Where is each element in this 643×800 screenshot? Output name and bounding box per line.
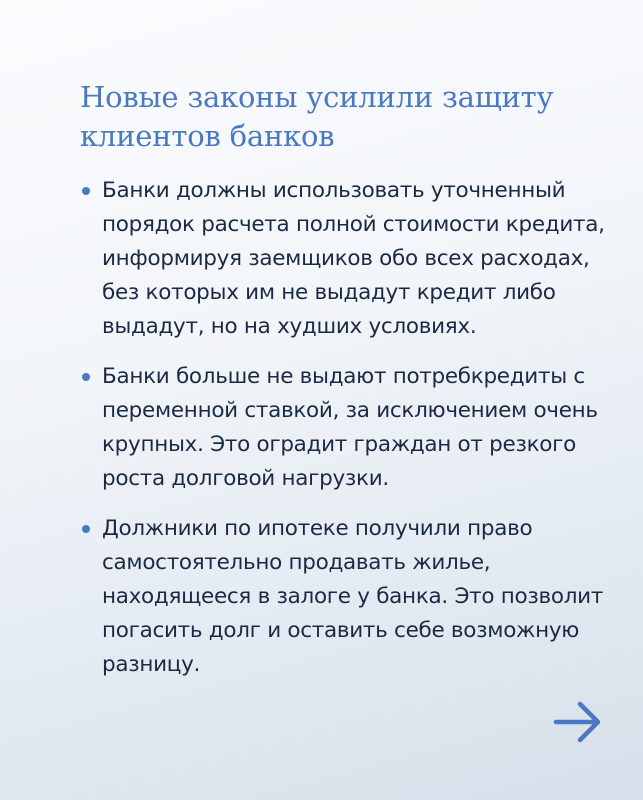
bullet-dot-icon <box>82 373 90 381</box>
slide-title: Новые законы усилили защиту клиентов банков <box>80 80 554 153</box>
arrow-right-icon[interactable] <box>552 698 604 746</box>
list-item <box>80 360 620 496</box>
bullet-dot-icon <box>82 525 90 533</box>
arrow-right-icon-svg <box>552 698 604 746</box>
bullet-dot-icon <box>82 187 90 195</box>
bullet-text: Банки должны использовать уточненный порядок расчета полной стоимости кредита, информируя заемщиков обо всех расходах, без которых им не выдадут кредит либо выдадут, но на худших условиях. <box>102 178 605 339</box>
bullet-text: Должники по ипотеке получили право самостоятельно продавать жилье, находящееся в залоге у банка. Это позволит погасить долг и оставить себе возможную разницу. <box>102 516 604 677</box>
bullet-list <box>80 174 620 698</box>
list-item <box>80 174 620 344</box>
list-item <box>80 512 620 682</box>
bullet-text: Банки больше не выдают потребкредиты с переменной ставкой, за исключением очень крупных. Это оградит граждан от резкого роста долговой нагрузки. <box>102 364 598 491</box>
